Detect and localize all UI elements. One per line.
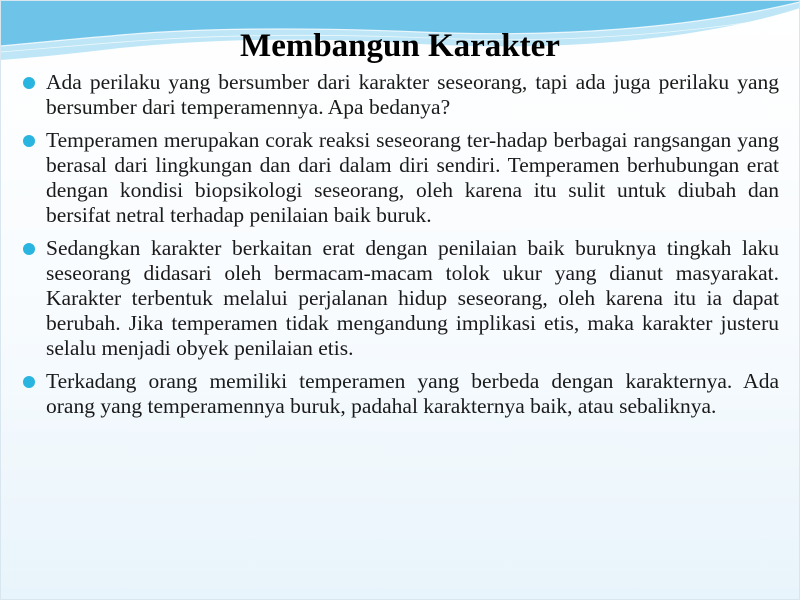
bullet-item — [22, 236, 779, 361]
bullet-list — [22, 70, 779, 427]
bullet-dot-icon — [23, 243, 35, 255]
bullet-text: Ada perilaku yang bersumber dari karakter seseorang, tapi ada juga perilaku yang bersumber dari temperamennya. Apa bedanya? — [46, 70, 779, 119]
bullet-text: Sedangkan karakter berkaitan erat dengan penilaian baik buruknya tingkah laku seseorang didasari oleh bermacam-macam tolok ukur yang dianut masyarakat. Karakter terbentuk melalui perjalanan hidup seseorang, oleh karena itu ia dapat berubah. Jika temperamen tidak mengandung implikasi etis, maka karakter justeru selalu menjadi obyek penilaian etis. — [46, 236, 779, 360]
bullet-dot-icon — [23, 135, 35, 147]
bullet-text: Terkadang orang memiliki temperamen yang berbeda dengan karakternya. Ada orang yang temperamennya buruk, padahal karakternya baik, atau sebaliknya. — [46, 369, 779, 418]
bullet-dot-icon — [23, 77, 35, 89]
bullet-item — [22, 128, 779, 228]
bullet-dot-icon — [23, 376, 35, 388]
bullet-text: Temperamen merupakan corak reaksi seseorang ter-hadap berbagai rangsangan yang berasal dari lingkungan dan dari dalam diri sendiri. Temperamen berhubungan erat dengan kondisi biopsikologi seseorang, oleh karena itu sulit untuk diubah dan bersifat netral terhadap penilaian baik buruk. — [46, 128, 779, 227]
bullet-item — [22, 369, 779, 419]
slide-title: Membangun Karakter — [240, 28, 560, 64]
bullet-item — [22, 70, 779, 120]
